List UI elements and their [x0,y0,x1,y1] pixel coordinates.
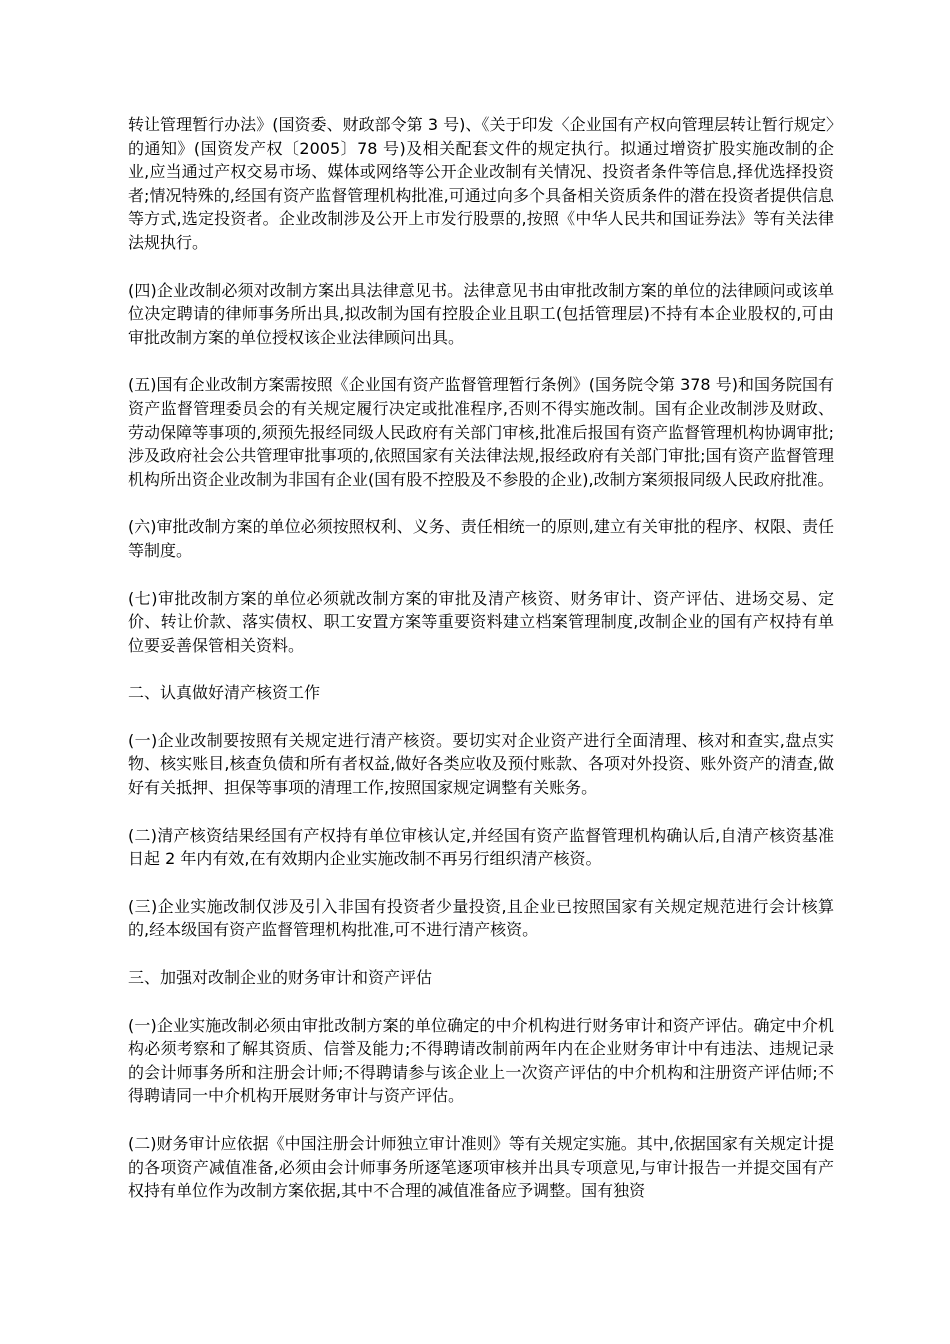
paragraph-approval-system: (六)审批改制方案的单位必须按照权利、义务、责任相统一的原则,建立有关审批的程序、权限、责任等制度。 [128,517,834,560]
paragraph-verification-exemption: (三)企业实施改制仅涉及引入非国有投资者少量投资,且企业已按照国家有关规定规范进行会计核算的,经本级国有资产监督管理机构批准,可不进行清产核资。 [128,896,834,940]
paragraph-share-transfer-rules: 转让管理暂行办法》(国资委、财政部令第 3 号)、《关于印发〈企业国有产权向管理层转让暂行规定〉的通知》(国资发产权〔2005〕78 号)及相关配套文件的规定执行。拟通过增资扩股实施改制的企业,应当通过产权交易市场、媒体或网络等公开企业改制有关情况、投资者条件等信息,择优选择投资者;情况特殊的,经国有资产监督管理机构批准,可通过向多个具备相关资质条件的潜在投资者提供信息等方式,选定投资者。企业改制涉及公开上市发行股票的,按照《中华人民共和国证券法》等有关法律法规执行。 [128,115,834,252]
paragraph-financial-audit: (二)财务审计应依据《中国注册会计师独立审计准则》等有关规定实施。其中,依据国家有关规定计提的各项资产减值准备,必须由会计师事务所逐笔逐项审核并出具专项意见,与审计报告一并提交国有产权持有单位作为改制方案依据,其中不合理的减值准备应予调整。国有独资 [128,1134,834,1201]
paragraph-asset-verification: (一)企业改制要按照有关规定进行清产核资。要切实对企业资产进行全面清理、核对和查实,盘点实物、核实账目,核查负债和所有者权益,做好各类应收及预付账款、各项对外投资、账外资产的清查,做好有关抵押、担保等事项的清理工作,按照国家规定调整有关账务。 [128,730,834,798]
section-heading-audit-evaluation: 三、加强对改制企业的财务审计和资产评估 [128,968,433,988]
paragraph-legal-opinion: (四)企业改制必须对改制方案出具法律意见书。法律意见书由审批改制方案的单位的法律顾问或该单位决定聘请的律师事务所出具,拟改制为国有控股企业且职工(包括管理层)不持有本企业股权的,可由审批改制方案的单位授权该企业法律顾问出具。 [128,280,834,347]
section-heading-asset-verification: 二、认真做好清产核资工作 [128,683,321,703]
paragraph-verification-validity: (二)清产核资结果经国有产权持有单位审核认定,并经国有资产监督管理机构确认后,自清产核资基准日起 2 年内有效,在有效期内企业实施改制不再另行组织清产核资。 [128,825,834,869]
paragraph-intermediary-selection: (一)企业实施改制必须由审批改制方案的单位确定的中介机构进行财务审计和资产评估。确定中介机构必须考察和了解其资质、信誉及能力;不得聘请改制前两年内在企业财务审计中有违法、违规记录的会计师事务所和注册会计师;不得聘请参与该企业上一次资产评估的中介机构和注册资产评估师;不得聘请同一中介机构开展财务审计与资产评估。 [128,1015,834,1106]
paragraph-archive-management: (七)审批改制方案的单位必须就改制方案的审批及清产核资、财务审计、资产评估、进场交易、定价、转让价款、落实债权、职工安置方案等重要资料建立档案管理制度,改制企业的国有产权持有单位要妥善保管相关资料。 [128,588,834,655]
document-body [128,113,834,1227]
paragraph-approval-procedure: (五)国有企业改制方案需按照《企业国有资产监督管理暂行条例》(国务院令第 378 号)和国务院国有资产监督管理委员会的有关规定履行决定或批准程序,否则不得实施改制。国有企业改制涉及财政、劳动保障等事项的,须预先报经同级人民政府有关部门审核,批准后报国有资产监督管理机构协调审批;涉及政府社会公共管理审批事项的,依照国家有关法律法规,报经政府有关部门审批;国有资产监督管理机构所出资企业改制为非国有企业(国有股不控股及不参股的企业),改制方案须报同级人民政府批准。 [128,375,834,489]
